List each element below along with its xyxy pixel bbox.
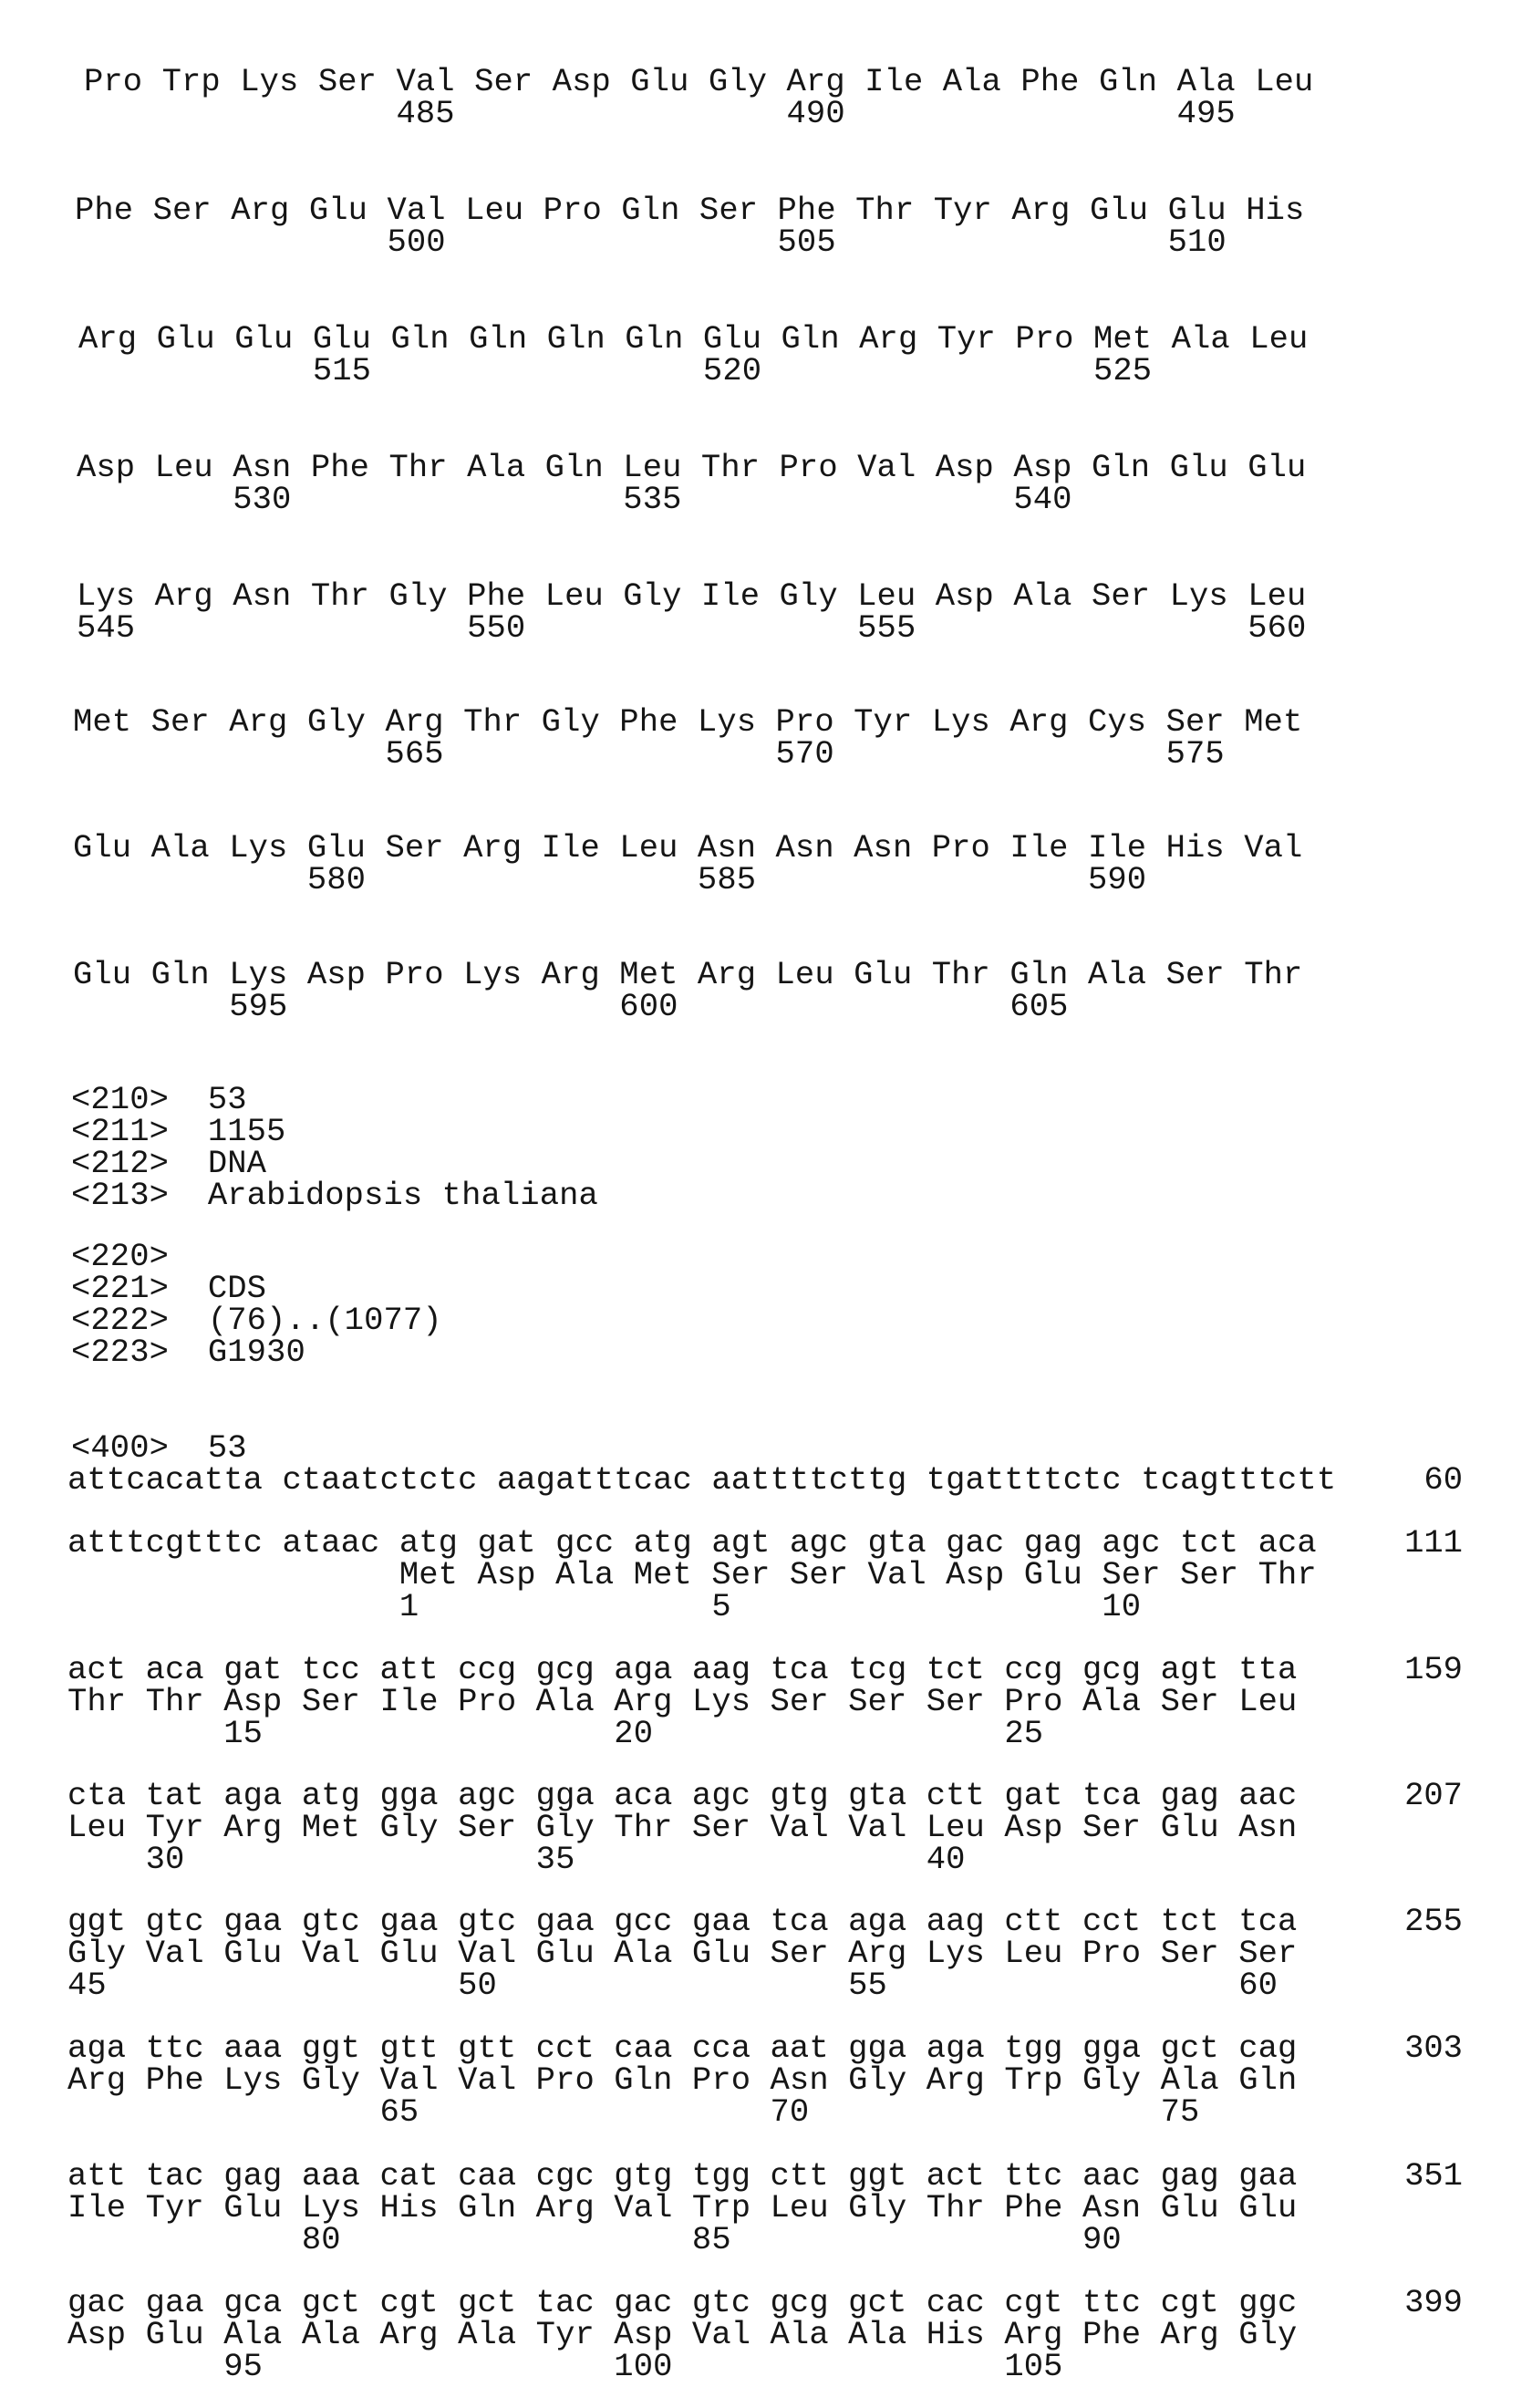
residue-numbers: 15 20 25 [67, 1718, 1297, 1749]
field-tag: <211> [71, 1113, 169, 1150]
codon-sequence: act aca gat tcc att ccg gcg aga aag tca tcg tct ccg gcg agt tta [67, 1651, 1297, 1688]
protein-sequence-block [73, 959, 1302, 1022]
residue-numbers: 565 570 575 [73, 738, 1302, 770]
residue-numbers: 45 50 55 60 [67, 1969, 1297, 2001]
residue-line: Asp Leu Asn Phe Thr Ala Gln Leu Thr Pro Val Asp Asp Gln Glu Glu [77, 452, 1306, 483]
residue-numbers: 95 100 105 [67, 2351, 1297, 2382]
translation-line [67, 2319, 1297, 2351]
protein-sequence-block [77, 452, 1306, 515]
field-value: CDS [208, 1270, 266, 1307]
residue-line: Pro Trp Lys Ser Val Ser Asp Glu Gly Arg Ile Ala Phe Gln Ala Leu [84, 66, 1313, 98]
header-fields [71, 1084, 598, 1211]
nucleotide-count: 60 [1423, 1464, 1463, 1496]
translated-residues: Ile Tyr Glu Lys His Gln Arg Val Trp Leu Gly Thr Phe Asn Glu Glu [67, 2189, 1297, 2226]
field-line [71, 1272, 442, 1304]
field-tag: <223> [71, 1334, 169, 1371]
nucleotide-prefix: attcacatta ctaatctctc aagatttcac aattttcttg tgattttctc tcagtttctt [67, 1461, 1336, 1499]
field-tag: <213> [71, 1177, 169, 1214]
residue-line: Arg Glu Glu Glu Gln Gln Gln Gln Glu Gln Arg Tyr Pro Met Ala Leu [78, 323, 1308, 355]
residue-numbers: 515 520 525 [78, 355, 1308, 387]
field-value: Arabidopsis thaliana [208, 1177, 598, 1214]
field-tag: <220> [71, 1238, 169, 1275]
dna-sequence-block [67, 1464, 1336, 1496]
field-line [71, 1240, 442, 1272]
field-value: (76)..(1077) [208, 1302, 442, 1339]
nucleotide-line [67, 1654, 1297, 1686]
translated-residues: Thr Thr Asp Ser Ile Pro Ala Arg Lys Ser Ser Ser Pro Ala Ser Leu [67, 1683, 1297, 1720]
nucleotide-line [67, 1905, 1297, 1937]
nucleotide-prefix: atttcgtttc ataac [67, 1524, 399, 1562]
protein-sequence-block [77, 580, 1306, 644]
translation-line [67, 2064, 1297, 2096]
residue-numbers: 545 550 555 560 [77, 612, 1306, 644]
codon-sequence: atg gat gcc atg agt agc gta gac gag agc tct aca [399, 1524, 1317, 1562]
residue-line: Lys Arg Asn Thr Gly Phe Leu Gly Ile Gly Leu Asp Ala Ser Lys Leu [77, 580, 1306, 612]
feature-fields [71, 1240, 442, 1368]
nucleotide-count: 255 [1404, 1905, 1463, 1937]
residue-line: Glu Ala Lys Glu Ser Arg Ile Leu Asn Asn Asn Pro Ile Ile His Val [73, 832, 1302, 864]
residue-numbers: 500 505 510 [75, 226, 1304, 258]
field-tag: <400> [71, 1429, 169, 1467]
sequence-tag [71, 1432, 247, 1464]
field-tag: <221> [71, 1270, 169, 1307]
translation-line [67, 1811, 1297, 1843]
field-value: 53 [208, 1429, 247, 1467]
protein-sequence-block [84, 66, 1313, 130]
dna-sequence-block [67, 1905, 1297, 2001]
dna-sequence-block [67, 2287, 1297, 2382]
nucleotide-count: 111 [1404, 1527, 1463, 1559]
field-value: G1930 [208, 1334, 305, 1371]
residue-numbers: 65 70 75 [67, 2096, 1297, 2128]
dna-sequence-block [67, 2160, 1297, 2256]
translation-line [67, 1686, 1297, 1718]
nucleotide-line [67, 1527, 1317, 1559]
protein-sequence-block [78, 323, 1308, 387]
codon-sequence: ggt gtc gaa gtc gaa gtc gaa gcc gaa tca aga aag ctt cct tct tca [67, 1903, 1297, 1940]
nucleotide-count: 303 [1404, 2032, 1463, 2064]
field-value: 53 [208, 1081, 247, 1118]
nucleotide-count: 351 [1404, 2160, 1463, 2192]
translated-residues: Leu Tyr Arg Met Gly Ser Gly Thr Ser Val Val Leu Asp Ser Glu Asn [67, 1809, 1297, 1846]
translated-residues: Arg Phe Lys Gly Val Val Pro Gln Pro Asn Gly Arg Trp Gly Ala Gln [67, 2061, 1297, 2099]
nucleotide-line [67, 2032, 1297, 2064]
nucleotide-count: 159 [1404, 1654, 1463, 1686]
nucleotide-count: 207 [1404, 1780, 1463, 1811]
field-line [71, 1432, 247, 1464]
field-value: 1155 [208, 1113, 286, 1150]
nucleotide-line [67, 2287, 1297, 2319]
residue-numbers: 485 490 495 [84, 98, 1313, 130]
nucleotide-line [67, 1464, 1336, 1496]
translation-line [67, 2192, 1297, 2224]
dna-sequence-block [67, 1780, 1297, 1875]
field-line [71, 1179, 598, 1211]
nucleotide-count: 399 [1404, 2287, 1463, 2319]
protein-sequence-block [73, 832, 1302, 896]
nucleotide-line [67, 1780, 1297, 1811]
field-tag: <210> [71, 1081, 169, 1118]
field-tag: <222> [71, 1302, 169, 1339]
protein-sequence-block [73, 706, 1302, 770]
residue-numbers: 580 585 590 [73, 864, 1302, 896]
dna-sequence-block [67, 1654, 1297, 1749]
translation-line [67, 1559, 1317, 1591]
field-line [71, 1084, 598, 1116]
translation-line [67, 1937, 1297, 1969]
residue-line: Phe Ser Arg Glu Val Leu Pro Gln Ser Phe Thr Tyr Arg Glu Glu His [75, 194, 1304, 226]
field-line [71, 1147, 598, 1179]
residue-numbers: 30 35 40 [67, 1843, 1297, 1875]
translated-residues: Asp Glu Ala Ala Arg Ala Tyr Asp Val Ala Ala His Arg Phe Arg Gly [67, 2316, 1297, 2353]
field-line [71, 1116, 598, 1147]
field-value: DNA [208, 1145, 266, 1182]
protein-sequence-block [75, 194, 1304, 258]
residue-numbers: 1 5 10 [67, 1591, 1317, 1623]
residue-numbers: 530 535 540 [77, 483, 1306, 515]
nucleotide-line [67, 2160, 1297, 2192]
translated-residues: Gly Val Glu Val Glu Val Glu Ala Glu Ser Arg Lys Leu Pro Ser Ser [67, 1935, 1297, 1972]
translated-residues: Met Asp Ala Met Ser Ser Val Asp Glu Ser Ser Thr [399, 1556, 1317, 1593]
codon-sequence: att tac gag aaa cat caa cgc gtg tgg ctt ggt act ttc aac gag gaa [67, 2157, 1297, 2195]
codon-sequence: cta tat aga atg gga agc gga aca agc gtg gta ctt gat tca gag aac [67, 1777, 1297, 1814]
codon-sequence: aga ttc aaa ggt gtt gtt cct caa cca aat gga aga tgg gga gct cag [67, 2029, 1297, 2067]
residue-numbers: 80 85 90 [67, 2224, 1297, 2256]
residue-line: Glu Gln Lys Asp Pro Lys Arg Met Arg Leu Glu Thr Gln Ala Ser Thr [73, 959, 1302, 991]
dna-sequence-block [67, 2032, 1297, 2128]
field-line [71, 1304, 442, 1336]
field-tag: <212> [71, 1145, 169, 1182]
residue-line: Met Ser Arg Gly Arg Thr Gly Phe Lys Pro Tyr Lys Arg Cys Ser Met [73, 706, 1302, 738]
dna-sequence-block [67, 1527, 1317, 1623]
codon-sequence: gac gaa gca gct cgt gct tac gac gtc gcg gct cac cgt ttc cgt ggc [67, 2284, 1297, 2321]
residue-numbers: 595 600 605 [73, 991, 1302, 1022]
field-line [71, 1336, 442, 1368]
